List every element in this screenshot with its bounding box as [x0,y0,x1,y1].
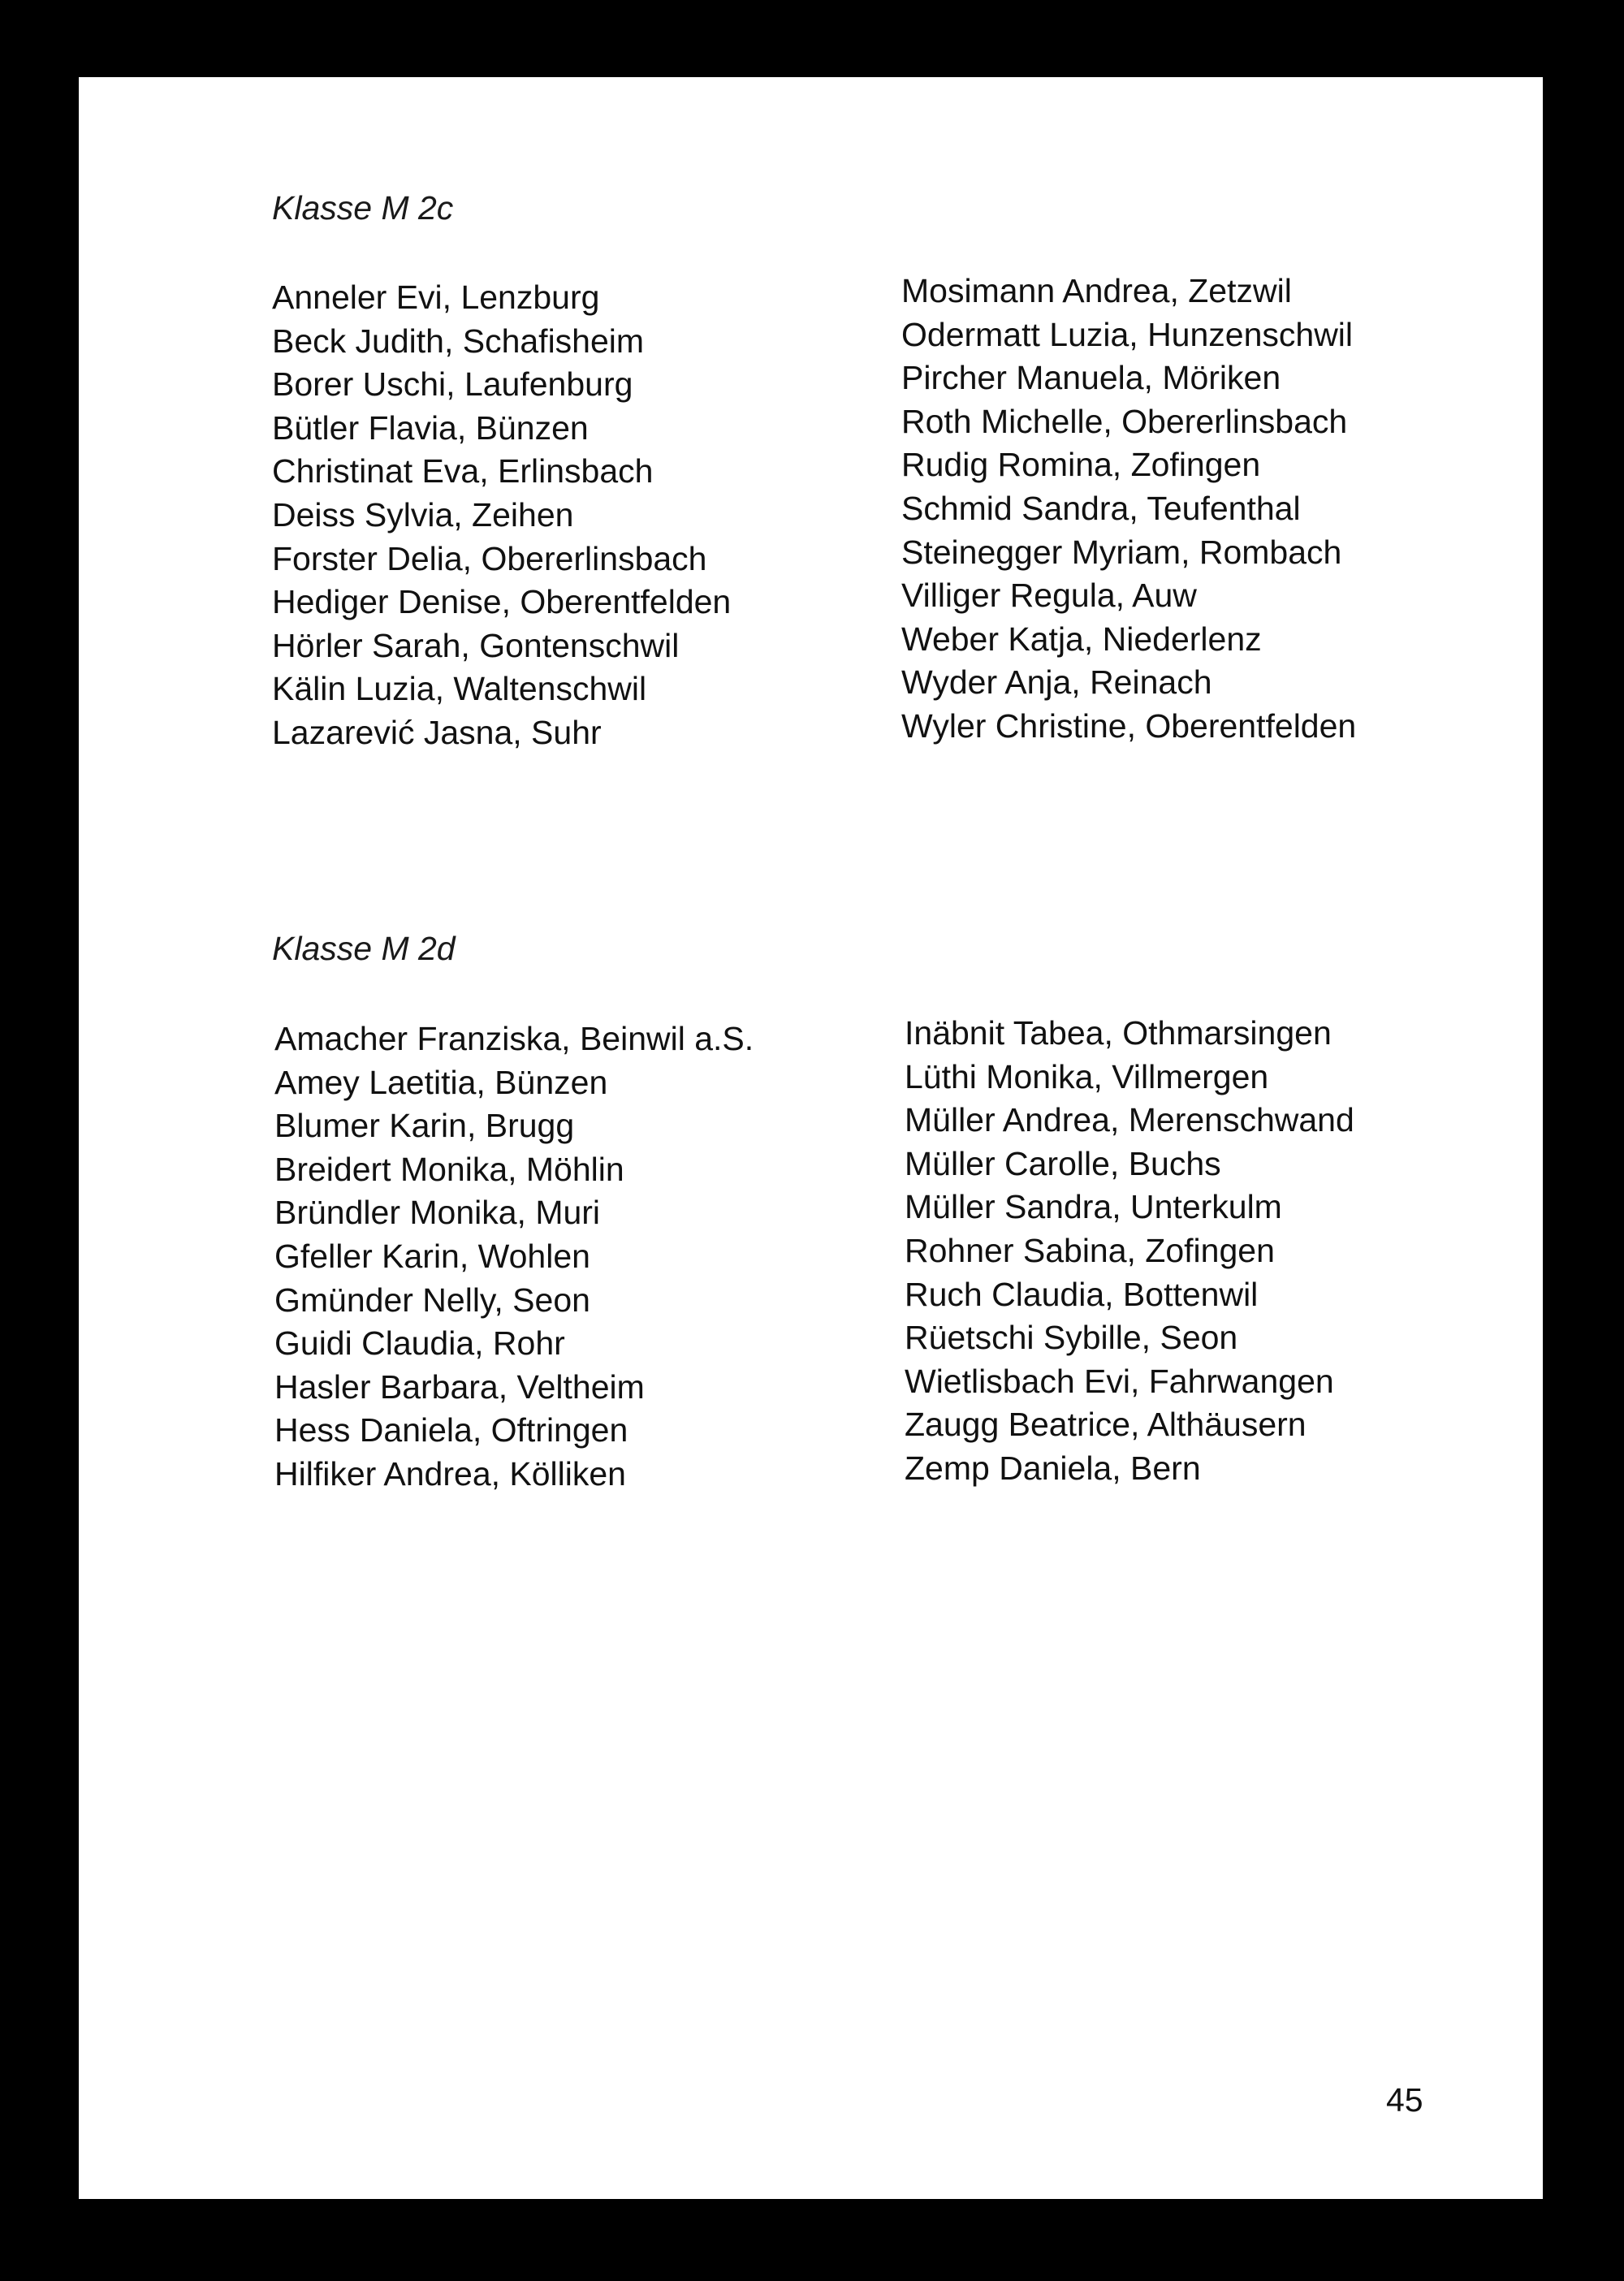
list-item: Gmünder Nelly, Seon [274,1281,590,1319]
list-item: Breidert Monika, Möhlin [274,1150,624,1188]
list-item: Odermatt Luzia, Hunzenschwil [901,315,1354,353]
list-item: Hörler Sarah, Gontenschwil [272,626,680,664]
list-item: Inäbnit Tabea, Othmarsingen [905,1014,1332,1052]
list-item: Hasler Barbara, Veltheim [274,1367,645,1406]
list-item: Müller Sandra, Unterkulm [905,1188,1282,1226]
list-item: Borer Uschi, Laufenburg [272,365,633,404]
student-list-m2d-left [274,1017,754,1497]
list-item: Mosimann Andrea, Zetzwil [901,272,1292,309]
list-item: Gfeller Karin, Wohlen [274,1237,590,1275]
list-item: Kälin Luzia, Waltenschwil [272,670,647,708]
list-item: Steinegger Myriam, Rombach [901,533,1342,571]
list-item: Roth Michelle, Obererlinsbach [901,402,1348,440]
list-item: Ruch Claudia, Bottenwil [905,1275,1259,1313]
list-item: Bütler Flavia, Bünzen [272,408,589,447]
list-item: Hediger Denise, Oberentfelden [272,583,732,621]
list-item: Rohner Sabina, Zofingen [905,1231,1275,1269]
list-item: Amacher Franziska, Beinwil a.S. [274,1020,754,1057]
section-title-m2c: Klasse M 2c [272,189,454,227]
list-item: Lazarević Jasna, Suhr [272,713,602,751]
page-number: 45 [1386,2081,1423,2119]
list-item: Hess Daniela, Oftringen [274,1411,628,1449]
list-item: Hilfiker Andrea, Kölliken [274,1454,626,1493]
document-page [79,77,1543,2199]
list-item: Zemp Daniela, Bern [905,1449,1201,1487]
list-item: Müller Carolle, Buchs [905,1144,1221,1182]
list-item: Müller Andrea, Merenschwand [905,1101,1354,1139]
student-list-m2d-right [905,1012,1354,1491]
list-item: Amey Laetitia, Bünzen [274,1063,608,1101]
list-item: Wyder Anja, Reinach [901,663,1212,702]
list-item: Lüthi Monika, Villmergen [905,1057,1269,1095]
list-item: Anneler Evi, Lenzburg [272,279,600,316]
list-item: Rüetschi Sybille, Seon [905,1319,1238,1357]
list-item: Zaugg Beatrice, Althäusern [905,1406,1307,1444]
list-item: Deiss Sylvia, Zeihen [272,495,574,534]
list-item: Schmid Sandra, Teufenthal [901,489,1301,527]
list-item: Wietlisbach Evi, Fahrwangen [905,1362,1334,1400]
list-item: Guidi Claudia, Rohr [274,1324,565,1363]
list-item: Pircher Manuela, Möriken [901,359,1281,397]
list-item: Wyler Christine, Oberentfelden [901,706,1357,745]
student-list-m2c-right [901,270,1356,749]
list-item: Christinat Eva, Erlinsbach [272,452,654,490]
student-list-m2c-left [272,276,731,755]
list-item: Blumer Karin, Brugg [274,1107,575,1145]
list-item: Weber Katja, Niederlenz [901,620,1262,658]
list-item: Rudig Romina, Zofingen [901,446,1261,484]
list-item: Beck Judith, Schafisheim [272,322,645,360]
list-item: Villiger Regula, Auw [901,577,1197,615]
section-title-m2d: Klasse M 2d [272,930,456,967]
list-item: Bründler Monika, Muri [274,1194,601,1232]
list-item: Forster Delia, Obererlinsbach [272,539,707,577]
